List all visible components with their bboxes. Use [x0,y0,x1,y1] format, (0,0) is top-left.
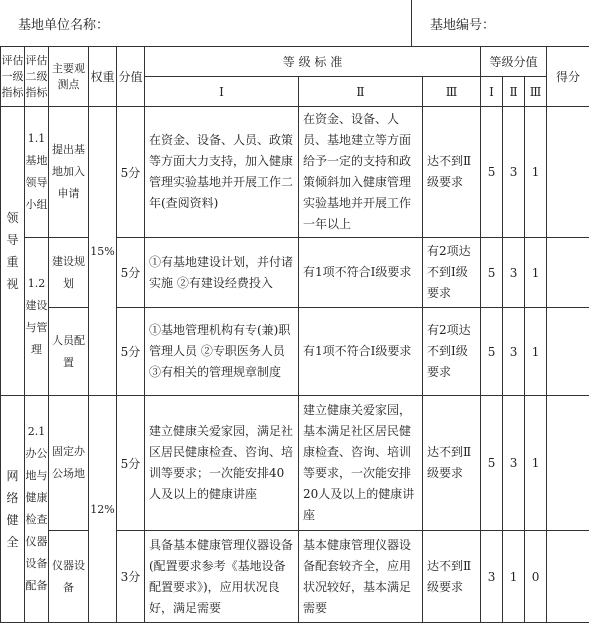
standard-III: 有2项达不到Ⅰ级要求 [423,238,481,308]
weight-value: 12% [89,396,117,623]
weight-value: 15% [89,107,117,396]
grade-score-I: 5 [481,107,503,238]
level2-indicator: 1.2 建设与管理 [25,238,49,396]
score-value: 3分 [117,531,145,623]
standard-I: 具备基本健康管理仪器设备(配置要求参考《基地设备配置要求》)，应用状况良好，满足需要 [145,531,299,623]
grade-score-III: 1 [525,396,547,531]
base-code-label: 基地编号： [430,18,496,33]
grade-score-III: 1 [525,107,547,238]
header-score-III: Ⅲ [525,77,547,107]
unit-name-label: 基地单位名称： [18,18,110,33]
table-row [1,396,589,531]
obtained-score-cell[interactable] [547,396,589,531]
standard-II: 有1项不符合Ⅰ级要求 [299,308,423,396]
header-grade-score: 等级分值 [481,47,547,77]
header-score-II: Ⅱ [503,77,525,107]
level1-indicator: 领导重视 [1,107,25,396]
standard-III: 达不到Ⅱ级要求 [423,531,481,623]
score-value: 5分 [117,238,145,308]
standard-II: 基本健康管理仪器设备配套较齐全，应用状况较好，基本满足需要 [299,531,423,623]
standard-II: 建立健康关爱家园，基本满足社区居民健康检查、咨询、培训等要求，一次能安排20人及以上的健康讲座 [299,396,423,531]
standard-III: 有2项达不到Ⅰ级要求 [423,308,481,396]
level1-indicator: 网络健全 [1,396,25,623]
header-score: 分值 [117,47,145,107]
standard-III: 达不到Ⅱ级要求 [423,107,481,238]
header-obtained-score: 得分 [547,47,589,107]
standard-I: ①基地管理机构有专(兼)职管理人员 ②专职医务人员 ③有相关的管理规章制度 [145,308,299,396]
standard-II: 有1项不符合Ⅰ级要求 [299,238,423,308]
obtained-score-cell[interactable] [547,308,589,396]
standard-I: 建立健康关爱家园，满足社区居民健康检查、咨询、培训等要求；一次能安排40人及以上的健康讲座 [145,396,299,531]
grade-score-I: 5 [481,238,503,308]
observation-point: 人员配置 [49,308,89,396]
obtained-score-cell[interactable] [547,531,589,623]
grade-score-I: 3 [481,531,503,623]
score-value: 5分 [117,107,145,238]
grade-score-III: 1 [525,308,547,396]
grade-score-II: 3 [503,107,525,238]
grade-score-III: 0 [525,531,547,623]
observation-point: 建设规划 [49,238,89,308]
standard-II: 在资金、设备、人员、基地建立等方面给予一定的支持和政策倾斜加入健康管理实验基地并开展工作一年以上 [299,107,423,238]
observation-point: 提出基地加入申请 [49,107,89,238]
standard-I: ①有基地建设计划，并付诸实施 ②有建设经费投入 [145,238,299,308]
score-value: 5分 [117,308,145,396]
grade-score-I: 5 [481,396,503,531]
header-divider [411,0,412,46]
observation-point: 固定办公场地 [49,396,89,531]
level2-indicator: 1.1 基地领导小组 [25,107,49,238]
header-score-I: Ⅰ [481,77,503,107]
grade-score-II: 3 [503,238,525,308]
header-level2: 评估二级指标 [25,47,49,107]
evaluation-table [0,46,589,623]
grade-score-II: 3 [503,396,525,531]
header-grade-I: Ⅰ [145,77,299,107]
form-header [0,0,589,46]
standard-I: 在资金、设备、人员、政策等方面大力支持，加入健康管理实验基地并开展工作二年(查阅资料) [145,107,299,238]
header-grade-II: Ⅱ [299,77,423,107]
obtained-score-cell[interactable] [547,238,589,308]
grade-score-III: 1 [525,238,547,308]
header-grade-standard: 等 级 标 准 [145,47,481,77]
obtained-score-cell[interactable] [547,107,589,238]
score-value: 5分 [117,396,145,531]
grade-score-I: 5 [481,308,503,396]
grade-score-II: 3 [503,308,525,396]
header-observation-point: 主要观测点 [49,47,89,107]
header-weight: 权重 [89,47,117,107]
level2-indicator: 2.1 办公地与健康检查仪器设备配备 [25,396,49,623]
header-grade-III: Ⅲ [423,77,481,107]
header-level1: 评估一级指标 [1,47,25,107]
grade-score-II: 1 [503,531,525,623]
standard-III: 达不到Ⅱ级要求 [423,396,481,531]
table-row [1,107,589,238]
observation-point: 仪器设备 [49,531,89,623]
